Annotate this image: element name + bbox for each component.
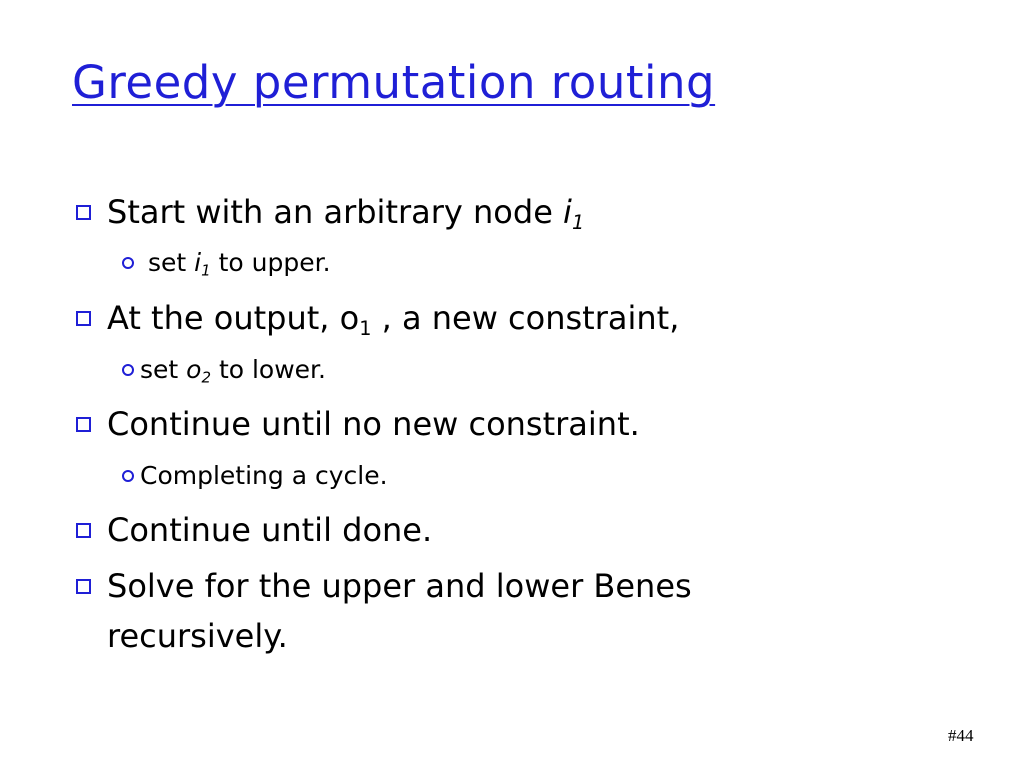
variable-i: i: [563, 193, 572, 231]
bullet-text: [107, 561, 692, 661]
bullet-text: Continue until done.: [107, 511, 433, 549]
bullet-text-part: At the output, o: [107, 299, 360, 337]
bullet-text: Continue until no new constraint.: [107, 405, 640, 443]
sub-bullet-set-o2: [122, 353, 326, 387]
bullet-text-part: , a new constraint,: [371, 299, 680, 337]
bullet-text-line: Solve for the upper and lower Benes: [107, 567, 692, 605]
sub-bullet-set-i1: [122, 246, 331, 280]
bullet-text-part: Start with an arbitrary node: [107, 193, 564, 231]
hollow-circle-icon: [122, 257, 134, 269]
sub-text-part: to upper.: [210, 248, 331, 277]
bullet-continue-done: [76, 508, 432, 552]
sub-bullet-text: Completing a cycle.: [140, 461, 388, 490]
subscript: 2: [201, 368, 211, 387]
sub-bullet-text: [148, 246, 331, 280]
variable-o: o: [186, 355, 202, 384]
bullet-text: [107, 296, 679, 340]
hollow-square-icon: [76, 523, 91, 538]
bullet-continue-no-constraint: [76, 402, 640, 446]
subscript: 1: [201, 261, 211, 280]
hollow-square-icon: [76, 579, 91, 594]
hollow-square-icon: [76, 311, 91, 326]
hollow-square-icon: [76, 417, 91, 432]
sub-bullet-text: [140, 353, 326, 387]
variable-i: i: [194, 248, 202, 277]
page-number: #44: [948, 726, 974, 745]
bullet-text: [107, 190, 584, 234]
sub-text-part: to lower.: [211, 355, 326, 384]
subscript: 1: [571, 210, 585, 234]
hollow-circle-icon: [122, 470, 134, 482]
hollow-circle-icon: [122, 364, 134, 376]
bullet-text-line: recursively.: [107, 617, 288, 655]
sub-text-part: set: [140, 355, 187, 384]
bullet-start-node: [76, 190, 584, 234]
sub-bullet-completing-cycle: [122, 459, 388, 493]
bullet-output-constraint: [76, 296, 679, 340]
bullet-solve-recursively: [76, 564, 692, 661]
hollow-square-icon: [76, 205, 91, 220]
slide-title: Greedy permutation routing: [72, 56, 716, 109]
subscript: 1: [359, 316, 372, 340]
sub-text-part: set: [148, 248, 195, 277]
